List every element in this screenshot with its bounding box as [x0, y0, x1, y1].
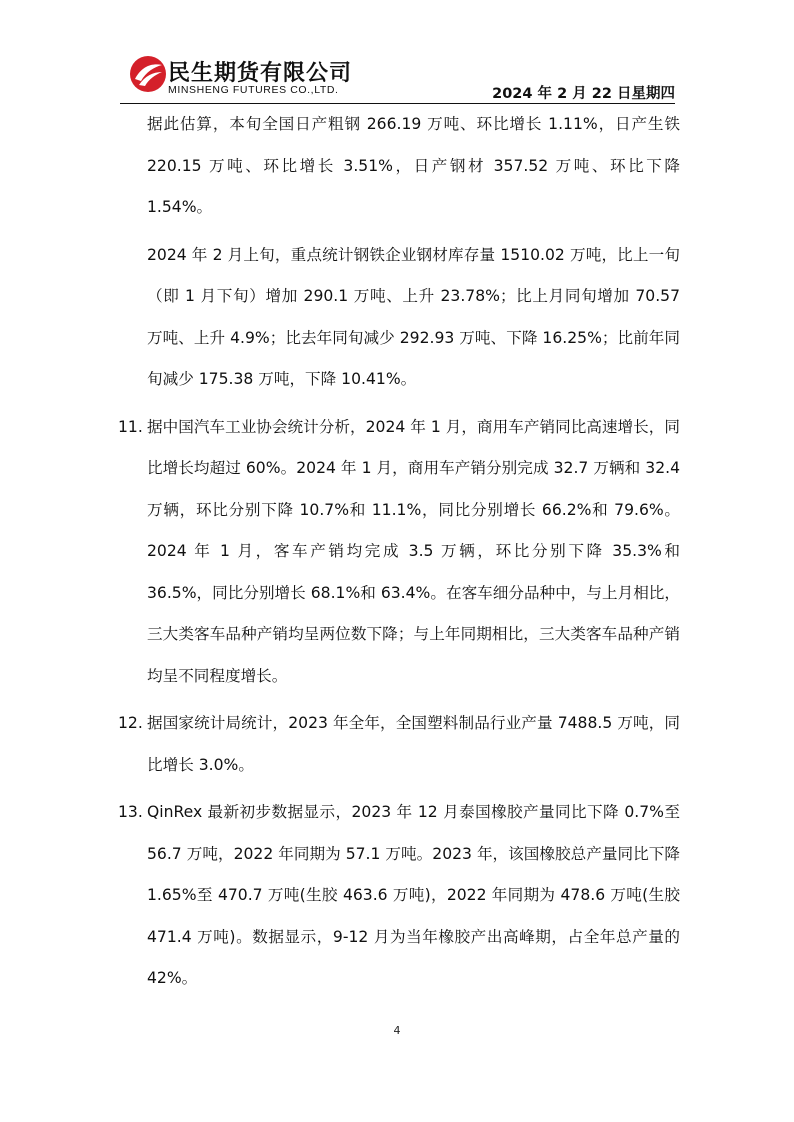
minsheng-logo-icon [128, 54, 168, 94]
paragraph-steel-inventory: 2024 年 2 月上旬，重点统计钢铁企业钢材库存量 1510.02 万吨，比上一旬（即 1 月下旬）增加 290.1 万吨、上升 23.78%；比上月同旬增加 70.57 万吨、上升 4.9%；比去年同旬减少 292.93 万吨、下降 16.25%；比前年同旬减少 175.38 万吨，下降 10.41%。 [147, 245, 680, 388]
page-header [120, 52, 675, 104]
page-number: 4 [393, 1024, 401, 1037]
list-item [120, 792, 680, 1000]
paragraph-steel-output: 据此估算，本旬全国日产粗钢 266.19 万吨、环比增长 1.11%，日产生铁 220.15 万吨、环比增长 3.51%，日产钢材 357.52 万吨、环比下降 1.54%。 [147, 115, 680, 216]
list-item-text: 据国家统计局统计，2023 年全年，全国塑料制品行业产量 7488.5 万吨，同比增长 3.0%。 [147, 714, 680, 774]
company-name-cn: 民生期货有限公司 [168, 61, 353, 86]
list-item-number: 11. [118, 417, 143, 436]
list-item-text: QinRex 最新初步数据显示，2023 年 12 月泰国橡胶产量同比下降 0.7%至 56.7 万吨，2022 年同期为 57.1 万吨。2023 年，该国橡胶总产量同比下降 1.65%至 470.7 万吨(生胶 463.6 万吨)，2022 年同期为 478.6 万吨(生胶 471.4 万吨)。数据显示，9-12 月为当年橡胶产出高峰期，占全年总产量的 42%。 [147, 803, 680, 987]
list-item-text: 据中国汽车工业协会统计分析，2024 年 1 月，商用车产销同比高速增长，同比增长均超过 60%。2024 年 1 月，商用车产销分别完成 32.7 万辆和 32.4 万辆，环比分别下降 10.7%和 11.1%，同比分别增长 66.2%和 79.6%。2024 年 1 月，客车产销均完成 3.5 万辆，环比分别下降 35.3%和 36.5%，同比分别增长 68.1%和 63.4%。在客车细分品种中，与上月相比，三大类客车品种产销均呈两位数下降；与上年同期相比，三大类客车品种产销均呈不同程度增长。 [147, 417, 680, 685]
list-item [120, 407, 680, 698]
company-name-en: MINSHENG FUTURES CO.,LTD. [168, 84, 339, 96]
list-item-number: 13. [118, 803, 143, 821]
list-item [120, 703, 680, 786]
list-item-number: 12. [118, 714, 143, 732]
document-body [120, 104, 680, 1000]
report-date: 2024 年 2 月 22 日星期四 [492, 86, 675, 102]
